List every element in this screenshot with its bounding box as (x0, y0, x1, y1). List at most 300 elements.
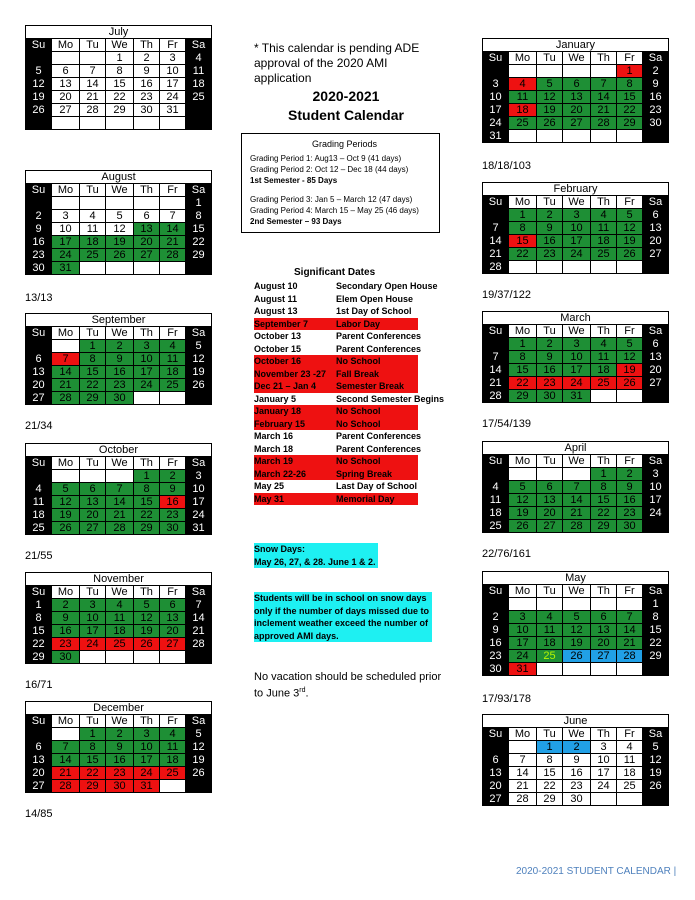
calendar-aug (25, 170, 212, 275)
day-cell (643, 130, 669, 143)
day-cell (186, 392, 212, 405)
day-cell: 29 (537, 793, 563, 806)
day-cell: 13 (483, 767, 509, 780)
day-cell: 26 (617, 248, 643, 261)
day-cell (80, 197, 106, 210)
month-stat: 21/55 (25, 550, 53, 562)
day-cell: 14 (186, 612, 212, 625)
day-cell: 24 (80, 638, 106, 651)
day-cell: 21 (591, 104, 617, 117)
day-cell (591, 598, 617, 611)
day-cell: 21 (186, 625, 212, 638)
day-cell: 19 (186, 366, 212, 379)
day-cell: 24 (134, 767, 160, 780)
day-cell: 2 (134, 52, 160, 65)
day-cell: 2 (160, 470, 186, 483)
day-cell (591, 65, 617, 78)
month-stat: 16/71 (25, 679, 53, 691)
day-cell: 12 (563, 624, 591, 637)
day-cell (186, 780, 212, 793)
day-cell: 6 (643, 338, 669, 351)
day-cell: 8 (643, 611, 669, 624)
day-cell: 19 (26, 91, 52, 104)
weekday-header: Sa (186, 715, 212, 728)
day-cell (563, 65, 591, 78)
day-cell (563, 261, 591, 274)
day-cell: 7 (106, 483, 134, 496)
day-cell: 27 (563, 117, 591, 130)
significant-date-row (254, 343, 444, 356)
weekday-header: Fr (160, 586, 186, 599)
weekday-header: Sa (643, 325, 669, 338)
day-cell: 28 (617, 650, 643, 663)
day-cell: 12 (617, 351, 643, 364)
day-cell: 7 (80, 65, 106, 78)
day-cell: 27 (643, 248, 669, 261)
day-cell: 21 (509, 780, 537, 793)
weekday-header: Th (134, 39, 160, 52)
weekday-header: Fr (617, 196, 643, 209)
weekday-header: Su (26, 586, 52, 599)
day-cell: 23 (134, 91, 160, 104)
day-cell: 23 (617, 507, 643, 520)
day-cell: 18 (186, 78, 212, 91)
date-label: August 11 (254, 293, 298, 304)
month-name: April (483, 442, 669, 455)
weekday-header: Tu (80, 586, 106, 599)
day-cell: 23 (160, 509, 186, 522)
day-cell (160, 117, 186, 130)
day-cell: 28 (52, 780, 80, 793)
weekday-header: Tu (537, 325, 563, 338)
day-cell (509, 741, 537, 754)
day-cell: 1 (617, 65, 643, 78)
weekday-header: We (106, 457, 134, 470)
day-cell: 13 (591, 624, 617, 637)
day-cell (134, 262, 160, 275)
weekday-header: Tu (537, 728, 563, 741)
weekday-header: Su (483, 585, 509, 598)
weekday-header: Mo (509, 325, 537, 338)
date-label: January 5 (254, 393, 297, 404)
weekday-header: Sa (643, 728, 669, 741)
day-cell: 26 (617, 377, 643, 390)
day-cell: 9 (537, 222, 563, 235)
day-cell: 24 (483, 117, 509, 130)
day-cell: 28 (52, 392, 80, 405)
day-cell: 25 (591, 377, 617, 390)
day-cell: 23 (106, 379, 134, 392)
day-cell: 16 (617, 494, 643, 507)
day-cell: 21 (160, 236, 186, 249)
day-cell: 3 (80, 599, 106, 612)
day-cell: 18 (617, 767, 643, 780)
day-cell: 5 (186, 340, 212, 353)
day-cell: 17 (186, 496, 212, 509)
weekday-header: Fr (617, 585, 643, 598)
day-cell (160, 262, 186, 275)
day-cell: 19 (643, 767, 669, 780)
day-cell: 11 (106, 612, 134, 625)
day-cell: 28 (563, 520, 591, 533)
day-cell (509, 598, 537, 611)
day-cell (160, 392, 186, 405)
weekday-header: We (106, 327, 134, 340)
day-cell: 23 (106, 767, 134, 780)
day-cell: 31 (563, 390, 591, 403)
day-cell: 9 (563, 754, 591, 767)
day-cell: 19 (617, 364, 643, 377)
day-cell: 10 (186, 483, 212, 496)
day-cell: 8 (537, 754, 563, 767)
day-cell (537, 598, 563, 611)
day-cell: 25 (186, 91, 212, 104)
day-cell: 1 (186, 197, 212, 210)
weekday-header: Sa (643, 585, 669, 598)
day-cell: 20 (537, 507, 563, 520)
day-cell: 3 (563, 209, 591, 222)
weekday-header: Th (591, 455, 617, 468)
day-cell: 21 (106, 509, 134, 522)
day-cell: 16 (160, 496, 186, 509)
day-cell (134, 117, 160, 130)
day-cell: 9 (537, 351, 563, 364)
day-cell: 31 (509, 663, 537, 676)
weekday-header: Tu (537, 52, 563, 65)
significant-dates-list (254, 280, 444, 505)
day-cell (26, 728, 52, 741)
day-cell: 15 (26, 625, 52, 638)
calendar-jul (25, 25, 212, 130)
significant-date-row (254, 280, 444, 293)
day-cell: 30 (537, 390, 563, 403)
day-cell: 21 (52, 767, 80, 780)
day-cell: 30 (134, 104, 160, 117)
day-cell: 9 (106, 353, 134, 366)
calendar-oct (25, 443, 212, 535)
event-label: Secondary Open House (336, 281, 438, 291)
day-cell (52, 197, 80, 210)
day-cell: 5 (643, 741, 669, 754)
day-cell: 3 (52, 210, 80, 223)
day-cell: 22 (537, 780, 563, 793)
day-cell (537, 261, 563, 274)
day-cell: 14 (52, 754, 80, 767)
calendar-sep (25, 313, 212, 405)
day-cell (563, 468, 591, 481)
day-cell: 11 (26, 496, 52, 509)
day-cell: 16 (106, 754, 134, 767)
day-cell: 2 (537, 209, 563, 222)
weekday-header: Sa (186, 39, 212, 52)
weekday-header: Mo (52, 586, 80, 599)
weekday-header: We (563, 585, 591, 598)
day-cell: 7 (483, 351, 509, 364)
significant-date-row (254, 468, 418, 481)
day-cell: 17 (483, 104, 509, 117)
day-cell: 21 (52, 379, 80, 392)
significant-date-row (254, 405, 418, 418)
day-cell: 17 (134, 366, 160, 379)
day-cell: 11 (617, 754, 643, 767)
month-stat: 17/93/178 (482, 693, 531, 705)
day-cell: 7 (509, 754, 537, 767)
weekday-header: Fr (160, 715, 186, 728)
weekday-header: Su (483, 325, 509, 338)
day-cell (509, 65, 537, 78)
significant-date-row (254, 305, 444, 318)
day-cell (617, 261, 643, 274)
weekday-header: Sa (643, 455, 669, 468)
weekday-header: Mo (52, 184, 80, 197)
date-label: May 25 (254, 481, 285, 491)
day-cell (617, 663, 643, 676)
day-cell: 20 (26, 379, 52, 392)
weekday-header: Sa (186, 184, 212, 197)
significant-date-row (254, 380, 418, 393)
day-cell: 9 (134, 65, 160, 78)
day-cell: 16 (537, 364, 563, 377)
day-cell: 22 (106, 91, 134, 104)
day-cell (26, 197, 52, 210)
weekday-header: Th (591, 728, 617, 741)
day-cell: 12 (617, 222, 643, 235)
day-cell: 14 (80, 78, 106, 91)
day-cell: 22 (643, 637, 669, 650)
day-cell (106, 470, 134, 483)
day-cell: 19 (186, 754, 212, 767)
day-cell: 28 (483, 261, 509, 274)
day-cell (509, 261, 537, 274)
day-cell: 7 (52, 353, 80, 366)
day-cell (591, 793, 617, 806)
day-cell: 15 (80, 366, 106, 379)
day-cell: 18 (26, 509, 52, 522)
day-cell: 5 (563, 611, 591, 624)
day-cell: 5 (52, 483, 80, 496)
day-cell: 15 (80, 754, 106, 767)
day-cell: 1 (591, 468, 617, 481)
day-cell: 15 (106, 78, 134, 91)
weekday-header: Mo (52, 715, 80, 728)
day-cell: 6 (563, 78, 591, 91)
event-label: Second Semester Begins (336, 393, 445, 404)
weekday-header: Mo (52, 327, 80, 340)
weekday-header: We (106, 715, 134, 728)
day-cell: 29 (643, 650, 669, 663)
calendar-feb (482, 182, 669, 274)
day-cell: 25 (106, 638, 134, 651)
day-cell: 17 (563, 364, 591, 377)
weekday-header: Sa (643, 52, 669, 65)
day-cell (563, 663, 591, 676)
day-cell: 15 (617, 91, 643, 104)
day-cell: 30 (617, 520, 643, 533)
day-cell: 3 (509, 611, 537, 624)
day-cell: 4 (617, 741, 643, 754)
day-cell: 23 (26, 249, 52, 262)
day-cell (617, 793, 643, 806)
event-label: Last Day of School (336, 481, 418, 491)
day-cell: 25 (537, 650, 563, 663)
day-cell: 16 (537, 235, 563, 248)
day-cell: 30 (26, 262, 52, 275)
day-cell: 6 (52, 65, 80, 78)
date-label: March 19 (254, 456, 294, 466)
month-stat: 17/54/139 (482, 418, 531, 430)
day-cell (643, 793, 669, 806)
day-cell: 4 (106, 599, 134, 612)
weekday-header: Tu (80, 327, 106, 340)
day-cell: 22 (80, 379, 106, 392)
date-label: January 18 (254, 406, 302, 416)
day-cell (617, 130, 643, 143)
event-label: Parent Conferences (336, 331, 422, 341)
day-cell: 7 (186, 599, 212, 612)
day-cell: 19 (617, 235, 643, 248)
day-cell: 31 (52, 262, 80, 275)
day-cell: 29 (134, 522, 160, 535)
day-cell: 15 (509, 364, 537, 377)
day-cell (186, 651, 212, 664)
day-cell (483, 65, 509, 78)
day-cell: 9 (617, 481, 643, 494)
day-cell (591, 261, 617, 274)
weekday-header: Mo (52, 457, 80, 470)
day-cell: 12 (186, 741, 212, 754)
day-cell (80, 52, 106, 65)
day-cell: 7 (563, 481, 591, 494)
day-cell: 30 (483, 663, 509, 676)
day-cell (643, 261, 669, 274)
day-cell: 16 (643, 91, 669, 104)
day-cell: 20 (483, 780, 509, 793)
weekday-header: Su (26, 184, 52, 197)
day-cell (160, 651, 186, 664)
event-label: Parent Conferences (336, 443, 422, 454)
significant-date-row (254, 393, 444, 406)
calendar-jun (482, 714, 669, 806)
weekday-header: We (106, 184, 134, 197)
day-cell: 12 (537, 91, 563, 104)
day-cell: 6 (26, 741, 52, 754)
weekday-header: Th (591, 585, 617, 598)
day-cell: 30 (52, 651, 80, 664)
weekday-header: Mo (509, 728, 537, 741)
day-cell: 12 (52, 496, 80, 509)
weekday-header: Su (26, 715, 52, 728)
weekday-header: Su (483, 52, 509, 65)
weekday-header: We (563, 728, 591, 741)
day-cell: 14 (52, 366, 80, 379)
weekday-header: Sa (643, 196, 669, 209)
day-cell: 8 (26, 612, 52, 625)
day-cell (80, 262, 106, 275)
day-cell: 2 (106, 728, 134, 741)
day-cell: 19 (106, 236, 134, 249)
date-label: May 31 (254, 493, 285, 504)
day-cell: 6 (643, 209, 669, 222)
day-cell: 11 (160, 741, 186, 754)
day-cell: 31 (134, 780, 160, 793)
day-cell: 27 (537, 520, 563, 533)
significant-date-row (254, 443, 444, 456)
weekday-header: Th (134, 457, 160, 470)
weekday-header: We (563, 325, 591, 338)
day-cell: 23 (537, 377, 563, 390)
weekday-header: Th (591, 52, 617, 65)
day-cell: 22 (186, 236, 212, 249)
title-year: 2020-2021 (312, 88, 380, 104)
day-cell: 26 (26, 104, 52, 117)
day-cell: 12 (134, 612, 160, 625)
day-cell: 28 (186, 638, 212, 651)
day-cell: 28 (591, 117, 617, 130)
day-cell: 30 (106, 392, 134, 405)
day-cell (106, 651, 134, 664)
day-cell: 29 (26, 651, 52, 664)
day-cell: 25 (591, 248, 617, 261)
significant-date-row (254, 493, 418, 506)
title-text: Student Calendar (288, 107, 404, 123)
day-cell (186, 117, 212, 130)
day-cell: 1 (509, 209, 537, 222)
day-cell (106, 117, 134, 130)
day-cell (160, 197, 186, 210)
day-cell: 26 (563, 650, 591, 663)
calendar-mar (482, 311, 669, 403)
date-label: March 18 (254, 443, 294, 454)
day-cell: 15 (591, 494, 617, 507)
day-cell: 24 (160, 91, 186, 104)
day-cell: 30 (563, 793, 591, 806)
grading-period-2: Grading Period 2: Oct 12 – Dec 18 (44 days) (250, 165, 409, 174)
day-cell: 5 (509, 481, 537, 494)
significant-date-row (254, 318, 418, 331)
day-cell (26, 470, 52, 483)
weekday-header: Th (134, 715, 160, 728)
weekday-header: Th (134, 184, 160, 197)
day-cell: 10 (591, 754, 617, 767)
event-label: No School (336, 406, 381, 416)
weekday-header: Su (26, 457, 52, 470)
month-name: March (483, 312, 669, 325)
day-cell (537, 65, 563, 78)
day-cell (563, 598, 591, 611)
date-label: Dec 21 – Jan 4 (254, 381, 317, 391)
day-cell (106, 197, 134, 210)
day-cell: 18 (106, 625, 134, 638)
day-cell (80, 117, 106, 130)
calendar-apr (482, 441, 669, 533)
day-cell (591, 130, 617, 143)
day-cell: 14 (591, 91, 617, 104)
day-cell: 26 (106, 249, 134, 262)
day-cell: 3 (591, 741, 617, 754)
day-cell: 7 (591, 78, 617, 91)
day-cell: 17 (80, 625, 106, 638)
day-cell (643, 663, 669, 676)
day-cell: 12 (26, 78, 52, 91)
day-cell: 3 (160, 52, 186, 65)
day-cell: 20 (591, 637, 617, 650)
day-cell: 4 (160, 728, 186, 741)
day-cell: 14 (617, 624, 643, 637)
month-stat: 13/13 (25, 292, 53, 304)
significant-date-row (254, 368, 418, 381)
month-stat: 22/76/161 (482, 548, 531, 560)
day-cell: 28 (80, 104, 106, 117)
